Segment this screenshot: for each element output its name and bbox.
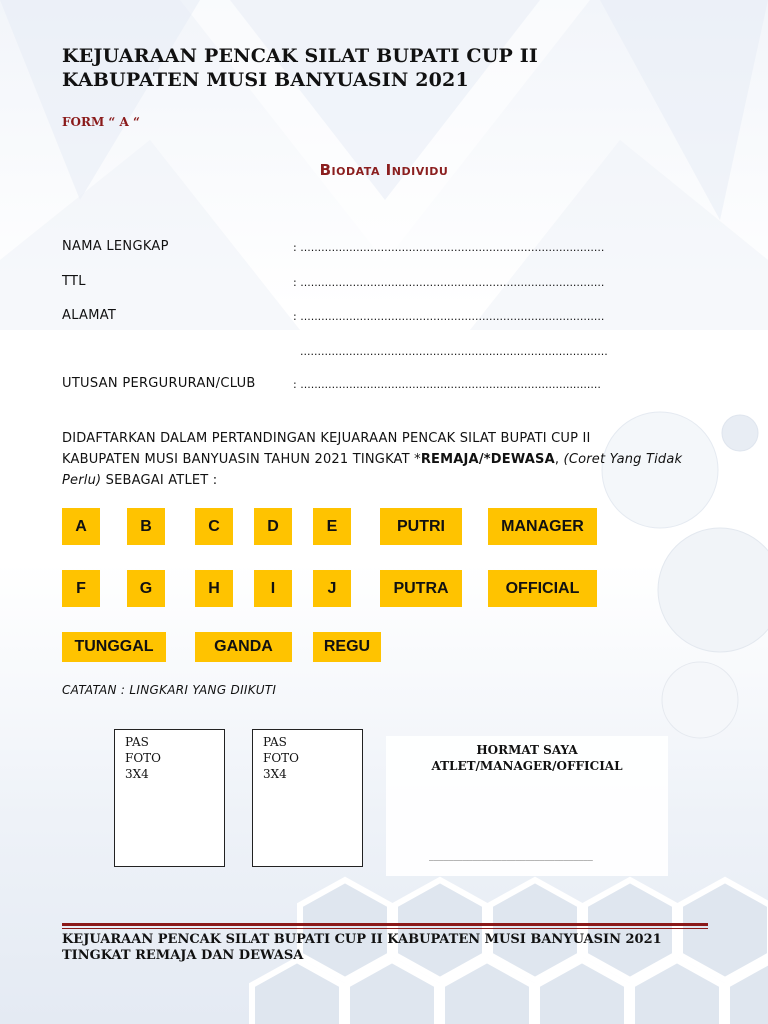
field-label-alamat: ALAMAT	[62, 308, 117, 323]
signature-line-2: ATLET/MANAGER/OFFICIAL	[431, 759, 623, 773]
paragraph-note-a: (Coret Yang Tidak	[563, 452, 683, 467]
photo-box-1-line-3: 3X4	[125, 767, 149, 781]
footer-line-2: TINGKAT REMAJA DAN DEWASA	[62, 948, 304, 963]
photo-box-2-line-1: PAS	[263, 735, 287, 749]
paragraph-level: REMAJA/*DEWASA	[420, 452, 555, 467]
paragraph-line-3: SEBAGAI ATLET :	[101, 473, 218, 488]
option-ganda[interactable]: GANDA	[195, 632, 292, 662]
paragraph-note-b: Perlu)	[62, 473, 102, 488]
photo-box-2	[252, 729, 363, 867]
field-line-alamat-2[interactable]: ........................................................................................	[300, 345, 608, 358]
option-manager[interactable]: MANAGER	[488, 508, 597, 545]
field-label-utusan: UTUSAN PERGURURAN/CLUB	[62, 376, 256, 391]
option-h[interactable]: H	[195, 570, 233, 607]
footer-text	[62, 932, 662, 964]
photo-box-1-line-2: FOTO	[125, 751, 162, 765]
option-a[interactable]: A	[62, 508, 100, 545]
footer-rule-bottom	[62, 928, 708, 929]
paragraph-comma: ,	[554, 452, 564, 467]
option-putri[interactable]: PUTRI	[380, 508, 462, 545]
signature-heading	[386, 742, 668, 774]
option-regu[interactable]: REGU	[313, 632, 381, 662]
note-text: CATATAN : LINGKARI YANG DIIKUTI	[62, 683, 277, 697]
paragraph-line-1: DIDAFTARKAN DALAM PERTANDINGAN KEJUARAAN PENCAK SILAT BUPATI CUP II	[62, 431, 591, 446]
option-putra[interactable]: PUTRA	[380, 570, 462, 607]
field-line-ttl[interactable]: : .......................................................................................	[293, 276, 605, 289]
field-line-alamat[interactable]: : .......................................................................................	[293, 310, 605, 323]
photo-box-2-line-3: 3X4	[263, 767, 287, 781]
title-line-1: KEJUARAAN PENCAK SILAT BUPATI CUP II	[62, 45, 538, 67]
section-title: Biodata Individu	[319, 161, 449, 179]
option-official[interactable]: OFFICIAL	[488, 570, 597, 607]
form-label: FORM “ A “	[62, 115, 140, 129]
registration-paragraph	[62, 428, 712, 491]
footer-rule-top	[62, 923, 708, 926]
photo-box-2-line-2: FOTO	[263, 751, 300, 765]
option-d[interactable]: D	[254, 508, 292, 545]
field-label-ttl: TTL	[62, 274, 86, 289]
signature-line[interactable]: __________________________________	[429, 852, 593, 861]
signature-line-1: HORMAT SAYA	[476, 743, 578, 757]
field-line-nama[interactable]: : .......................................................................................	[293, 241, 605, 254]
page-title	[62, 44, 538, 92]
option-e[interactable]: E	[313, 508, 351, 545]
option-f[interactable]: F	[62, 570, 100, 607]
field-line-utusan[interactable]: : ......................................................................................	[293, 378, 601, 391]
option-tunggal[interactable]: TUNGGAL	[62, 632, 166, 662]
option-i[interactable]: I	[254, 570, 292, 607]
option-j[interactable]: J	[313, 570, 351, 607]
field-label-nama: NAMA LENGKAP	[62, 239, 169, 254]
title-line-2: KABUPATEN MUSI BANYUASIN 2021	[62, 69, 469, 91]
option-b[interactable]: B	[127, 508, 165, 545]
footer-line-1: KEJUARAAN PENCAK SILAT BUPATI CUP II KABUPATEN MUSI BANYUASIN 2021	[62, 932, 662, 947]
option-c[interactable]: C	[195, 508, 233, 545]
photo-box-1	[114, 729, 225, 867]
paragraph-line-2: KABUPATEN MUSI BANYUASIN TAHUN 2021 TINGKAT *	[62, 452, 421, 467]
option-g[interactable]: G	[127, 570, 165, 607]
photo-box-1-line-1: PAS	[125, 735, 149, 749]
